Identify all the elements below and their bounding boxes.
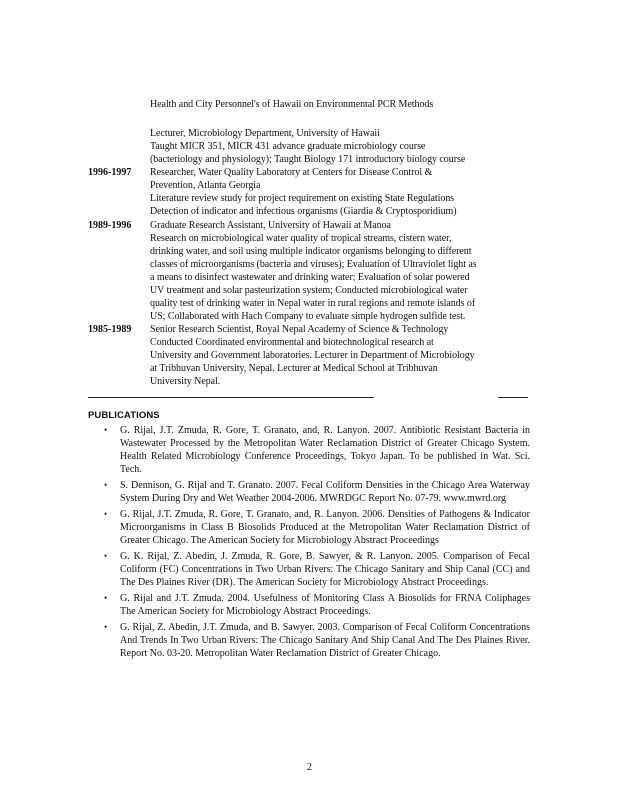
entry-title: Researcher, Water Quality Laboratory at Centers for Disease Control & [150, 167, 433, 178]
entry-date: 1996-1997 [88, 167, 132, 178]
publication-item [88, 508, 530, 547]
entry-line: Detection of indicator and infectious organisms (Giardia & Cryptosporidium) [150, 206, 457, 217]
page-number: 2 [307, 762, 312, 773]
entry-date: 1989-1996 [88, 220, 132, 231]
publication-item [88, 621, 530, 660]
entry-line: at Tribhuvan University, Nepal. Lecturer at Medical School at Tribhuvan [150, 363, 438, 374]
publication-text: G. Rijal and J.T. Zmuda. 2004. Usefulness of Monitoring Class A Biosolids for FRNA Coliphages The American Society for Microbiology Abstract Proceedings. [120, 593, 530, 617]
publication-text: S. Dennison, G. Rijal and T. Granato. 2007. Fecal Coliform Densities in the Chicago Area Waterway System During Dry and Wet Weather 2004-2006. MWRDGC Report No. 07-79. www.mwrd.org [120, 480, 530, 504]
entry-line: University and Government laboratories. Lecturer in Department of Microbiology [150, 350, 475, 361]
publication-text: G. K. Rijal, Z. Abedin, J. Zmuda, R. Gore, B. Sawyer, & R. Lanyon. 2005. Comparison of Fecal Coliform (FC) Concentrations in Two Urban Rivers: The Chicago Sanitary and Ship Canal (CC) and The Des Plaines River (DR). The American Society for Microbiology Abstract Proceedings. [120, 551, 530, 588]
bullet-icon: • [104, 425, 108, 435]
lecturer-line: Taught MICR 351, MICR 431 advance graduate microbiology course [150, 141, 426, 152]
publication-item [88, 479, 530, 505]
entry-line: University Nepal. [150, 376, 221, 387]
entry-line: Literature review study for project requirement on existing State Regulations [150, 193, 455, 204]
lecturer-line: (bacteriology and physiology); Taught Biology 171 introductory biology course [150, 154, 466, 165]
entry-title: Senior Research Scientist, Royal Nepal Academy of Science & Technology [150, 324, 449, 335]
lecturer-title: Lecturer, Microbiology Department, University of Hawaii [150, 128, 380, 139]
entry-line: drinking water, and soil using multiple indicator organisms belonging to different [150, 246, 472, 257]
entry-line: UV treatment and solar pasteurization system; Conducted microbiological water [150, 285, 468, 296]
publication-text: G. Rijal, J.T. Zmuda, R. Gore, T. Granato, and, R. Lanyon. 2007. Antibiotic Resistant Bacteria in Wastewater Processed by the Metropolitan Water Reclamation District of Greater Chicago System. Health Related Microbiology Conference Proceedings, Tokyo Japan. To be published in Wat. Sci. Tech. [120, 425, 530, 475]
publication-text: G. Rijal, J.T. Zmuda, R. Gore, T. Granato, and, R. Lanyon. 2006. Densities of Pathogens & Indicator Microorganisms in Class B Biosolids Produced at the Metropolitan Water Reclamation District of Greater Chicago. The American Society for Microbiology Abstract Proceedings [120, 509, 530, 546]
publication-list [88, 424, 530, 663]
entry-line: Research on microbiological water quality of tropical streams, cistern water, [150, 233, 452, 244]
entry-title: Graduate Research Assistant, University of Hawaii at Manoa [150, 220, 391, 231]
section-rule-left [88, 397, 374, 398]
bullet-icon: • [104, 622, 108, 632]
section-rule-right [498, 397, 528, 398]
entry-line: a means to disinfect wastewater and drinking water; Evaluation of solar powered [150, 272, 470, 283]
publication-item [88, 550, 530, 589]
entry-line: classes of microorganisms (bacteria and viruses); Evaluation of Ultraviolet light as [150, 259, 477, 270]
entry-line: Conducted Coordinated environmental and biotechnological research at [150, 337, 434, 348]
publications-heading: PUBLICATIONS [88, 410, 160, 421]
entry-line: Prevention, Atlanta Georgia [150, 180, 261, 191]
bullet-icon: • [104, 551, 108, 561]
entry-line: quality test of drinking water in Nepal water in rural regions and remote islands of [150, 298, 476, 309]
publication-item [88, 424, 530, 476]
bullet-icon: • [104, 480, 108, 490]
publication-item [88, 592, 530, 618]
entry-date: 1985-1989 [88, 324, 132, 335]
bullet-icon: • [104, 593, 108, 603]
entry-line: US; Collaborated with Hach Company to evaluate simple hydrogen sulfide test. [150, 311, 466, 322]
publication-text: G. Rijal, Z. Abedin, J.T. Zmuda, and B. Sawyer. 2003. Comparison of Fecal Coliform Concentrations And Trends In Two Urban Rivers: The Chicago Sanitary And Ship Canal And The Des Plaines River. Report No. 03-20. Metropolitan Water Reclamation District of Greater Chicago. [120, 622, 530, 659]
bullet-icon: • [104, 509, 108, 519]
intro-line: Health and City Personnel's of Hawaii on Environmental PCR Methods [150, 99, 434, 110]
